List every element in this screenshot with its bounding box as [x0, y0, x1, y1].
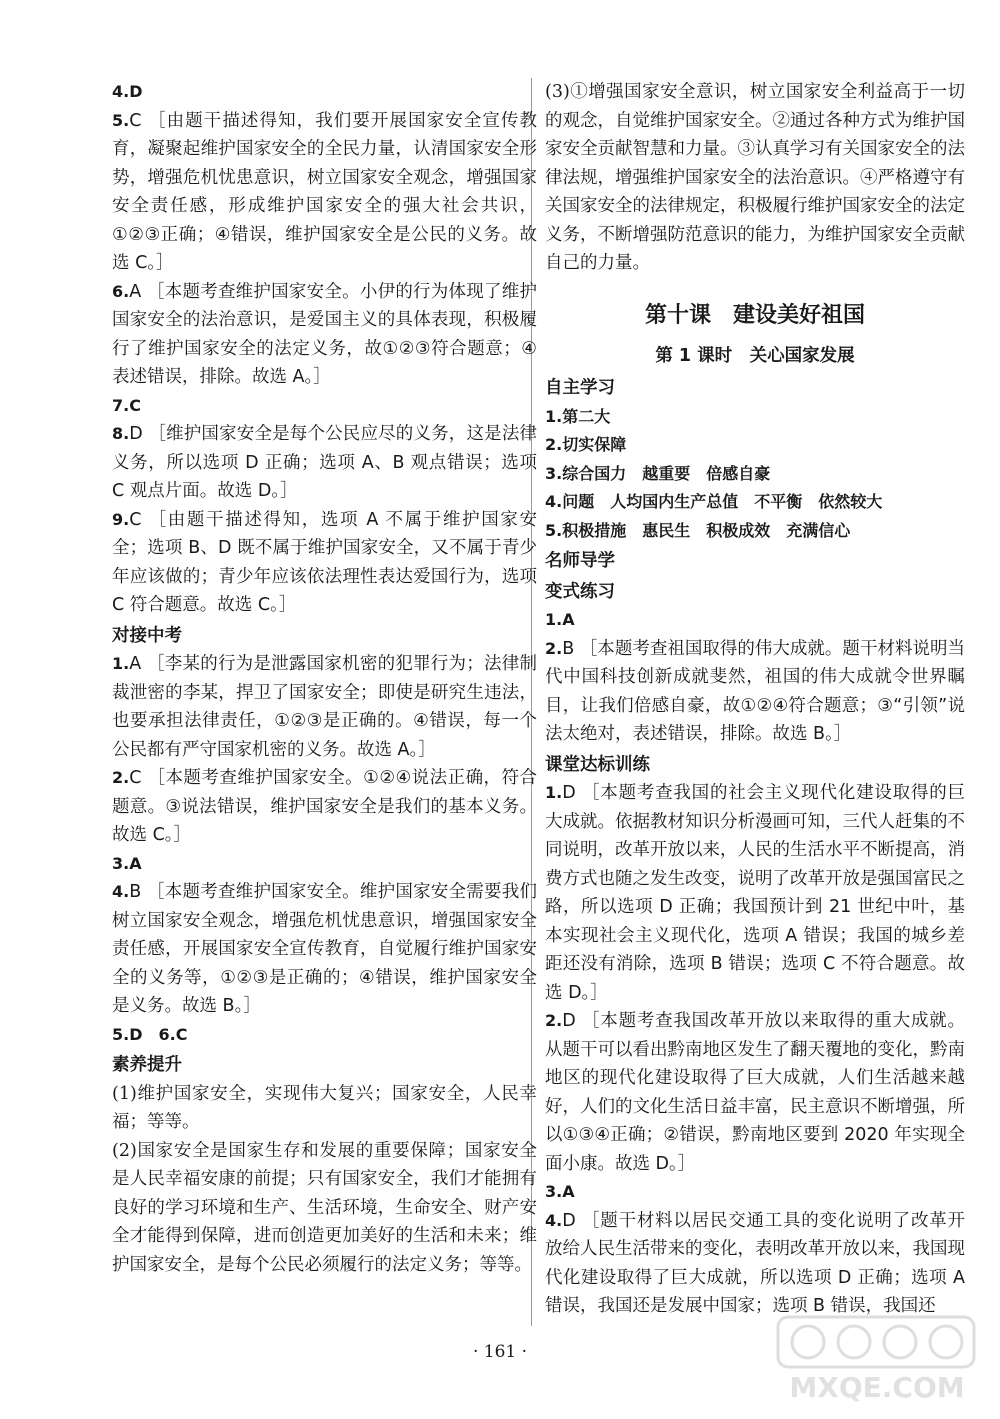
zhongkao-answer-2: 2.C ［本题考查维护国家安全。①②④说法正确，符合题意。③说法错误，维护国家安全是我们的基本义务。故选 C。］: [112, 768, 537, 845]
ketang-answer-3: 3.A: [545, 1182, 575, 1201]
answer-4: 4.D: [112, 82, 143, 101]
answer-5: 5.C ［由题干描述得知，我们要开展国家安全宣传教育，凝聚起维护国家安全的全民力量，认清国家安全形势，增强危机忧患意识，树立国家安全观念，增强国家安全责任感，形成维护国家安全的强大社会共识，①②③正确；④错误，维护国家安全是公民的义务。故选 C。］: [112, 110, 537, 273]
suyang-answer-2: (2)国家安全是国家生存和发展的重要保障；国家安全是人民幸福安康的前提；只有国家安全，我们才能拥有良好的学习环境和生产、生活环境，生命安全、财产安全才能得到保障，进而创造更加美好的生活和未来；维护国家安全，是每个公民必须履行的法定义务；等等。: [112, 1140, 537, 1275]
section-heading-duijie-zhongkao: 对接中考: [112, 625, 182, 646]
ketang-answer-2: 2.D ［本题考查我国改革开放以来取得的重大成就。从题干可以看出黔南地区发生了翻天覆地的变化，黔南地区的现代化建设取得了巨大成就，人们生活越来越好，人们的文化生活日益丰富，民主意识不断增强，所以①③④正确；②错误，黔南地区要到 2020 年实现全面小康。故选 D。］: [545, 1011, 965, 1174]
bianshi-answer-2: 2.B ［本题考查祖国取得的伟大成就。题干材料说明当代中国科技创新成就斐然，祖国的伟大成就令世界瞩目，让我们倍感自豪，故①②④符合题意；③“引领”说法太绝对，表述错误，排除。故选 B。］: [545, 638, 965, 744]
watermark-text: MXQE.COM: [789, 1371, 965, 1404]
zhongkao-answer-1: 1.A ［李某的行为是泄露国家机密的犯罪行为；法律制裁泄密的李某，捍卫了国家安全；即使是研究生违法，也要承担法律责任，①②③是正确的。④错误，每一个公民都有严守国家机密的义务。故选 A。］: [112, 654, 537, 760]
ketang-answer-4: 4.D ［题干材料以居民交通工具的变化说明了改革开放给人民生活带来的变化，表明改革开放以来，我国现代化建设取得了巨大成就，所以选项 D 正确；选项 A 错误，我国还是发展中国家；选项 B 错误，我国还: [545, 1210, 965, 1316]
zhongkao-answer-3: 3.A: [112, 853, 142, 873]
watermark-logo: [772, 1313, 982, 1405]
answer-9: 9.C ［由题干描述得知，选项 A 不属于维护国家安全；选项 B、D 既不属于维护国家安全，又不属于青少年应该做的；青少年应该依法理性表达爱国行为，选项 C 符合题意。故选 C。］: [112, 509, 537, 615]
section-heading-mingshi-daoxue: 名师导学: [545, 551, 615, 571]
section-heading-zizhu-xuexi: 自主学习: [545, 378, 615, 398]
page-number: · 161 ·: [472, 1342, 528, 1362]
period-title: 第 1 课时 关心国家发展: [655, 345, 855, 366]
section-heading-suyang-tisheng: 素养提升: [112, 1055, 182, 1075]
suyang-answer-1: (1)维护国家安全，实现伟大复兴；国家安全，人民幸福；等等。: [112, 1083, 537, 1132]
section-heading-bianshi-lianxi: 变式练习: [545, 581, 615, 602]
answer-7: 7.C: [112, 395, 141, 415]
suyang-answer-3: (3)①增强国家安全意识，树立国家安全利益高于一切的观念，自觉维护国家安全。②通过各种方式为维护国家安全贡献智慧和力量。③认真学习有关国家安全的法律法规，增强维护国家安全的法治意识。④严格遵守有关国家安全的法律规定，积极履行维护国家安全的法定义务，不断增强防范意识的能力，为维护国家安全贡献自己的力量。: [545, 82, 965, 273]
lesson-title: 第十课 建设美好祖国: [644, 302, 865, 328]
answer-6: 6.A ［本题考查维护国家安全。小伊的行为体现了维护国家安全的法治意识，是爱国主义的具体表现，积极履行了维护国家安全的法定义务，故①②③符合题意；④表述错误，排除。故选 A。］: [112, 281, 537, 387]
zizhu-answer-5: 5.积极措施 惠民生 积极成效 充满信心: [545, 520, 851, 540]
left-column: [112, 78, 537, 1279]
zhongkao-answer-4: 4.B ［本题考查维护国家安全。维护国家安全需要我们树立国家安全观念，增强危机忧患意识，增强国家安全责任感，开展国家安全宣传教育，自觉履行维护国家安全的义务等，①②③是正确的；④错误，维护国家安全是义务。故选 B。］: [112, 882, 537, 1016]
zhongkao-answer-5-6: 5.D 6.C: [112, 1024, 188, 1044]
zizhu-answer-3: 3.综合国力 越重要 倍感自豪: [545, 463, 771, 483]
ketang-answer-1: 1.D ［本题考查我国的社会主义现代化建设取得的巨大成就。依据教材知识分析漫画可知，三代人赶集的不同说明，改革开放以来，人民的生活水平不断提高，消费方式也随之发生改变，说明了改革开放是强国富民之路，所以选项 D 正确；我国预计到 21 世纪中叶，基本实现社会主义现代化，选项 A 错误；我国的城乡差距还没有消除，选项 B 错误；选项 C 不符合题意。故选 D。］: [545, 783, 965, 1003]
zizhu-answer-1: 1.第二大: [545, 406, 611, 426]
bianshi-answer-1: 1.A: [545, 610, 575, 629]
zizhu-answer-4: 4.问题 人均国内生产总值 不平衡 依然较大: [545, 492, 883, 511]
answer-8: 8.D ［维护国家安全是每个公民应尽的义务，这是法律义务，所以选项 D 正确；选项 A、B 观点错误；选项 C 观点片面。故选 D。］: [112, 424, 537, 501]
right-column: [545, 78, 965, 1321]
section-heading-ketang-dabiao: 课堂达标训练: [545, 754, 650, 775]
zizhu-answer-2: 2.切实保障: [545, 435, 627, 454]
